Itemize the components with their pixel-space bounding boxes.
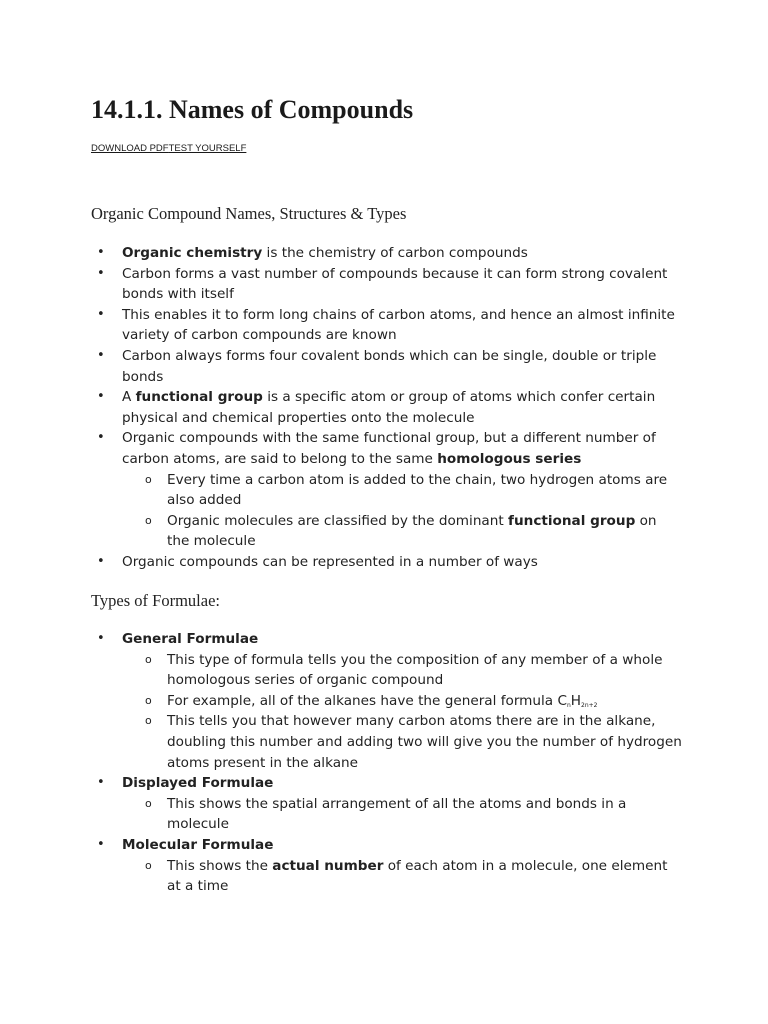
list-item-text: This tells you that however many carbon atoms there are in the alkane, doubling this number and adding two will give you the number of hydrogen atoms present in the alkane <box>167 713 682 771</box>
list-item <box>122 243 682 264</box>
term-organic-chemistry: Organic chemistry <box>122 245 263 261</box>
organic-compounds-list <box>122 243 682 573</box>
action-links <box>91 143 246 155</box>
term-molecular-formulae: Molecular Formulae <box>122 836 274 853</box>
list-item-text: of each atom in a molecule, one element at a time <box>167 857 668 895</box>
formula-hydrogen: H <box>570 692 581 709</box>
list-item-text: Carbon forms a vast number of compounds because it can form strong covalent bonds with itself <box>122 265 668 303</box>
list-item-text: on the molecule <box>167 512 657 550</box>
list-item-text: Organic molecules are classified by the dominant <box>167 512 509 529</box>
list-item-text: This shows the <box>167 857 273 874</box>
term-actual-number: actual number <box>272 857 384 874</box>
list-item <box>122 346 682 387</box>
list-item-text: Carbon always forms four covalent bonds which can be single, double or triple bonds <box>122 347 657 385</box>
sub-list-item <box>167 856 682 897</box>
section-heading-organic-compounds: Organic Compound Names, Structures & Types <box>91 204 407 223</box>
molecular-formulae-sublist <box>167 856 682 897</box>
section-heading-types-of-formulae: Types of Formulae: <box>91 591 220 610</box>
homologous-series-sublist <box>167 470 682 552</box>
general-formulae-sublist <box>167 650 682 774</box>
term-homologous-series: homologous series <box>437 450 582 467</box>
list-item-text: Organic compounds can be represented in a number of ways <box>122 553 538 570</box>
sub-list-item <box>167 470 682 511</box>
term-general-formulae: General Formulae <box>122 631 259 647</box>
list-item-text: Organic compounds with the same functional group, but a different number of carbon atoms, are said to belong to the same <box>122 430 656 467</box>
sub-list-item <box>167 650 682 691</box>
formula-subscript-n: n <box>566 701 571 709</box>
term-displayed-formulae: Displayed Formulae <box>122 775 274 792</box>
list-item <box>122 835 682 897</box>
list-item-text: This type of formula tells you the composition of any member of a whole homologous series of organic compound <box>167 651 663 689</box>
displayed-formulae-sublist <box>167 794 682 835</box>
term-functional-group: functional group <box>135 389 263 406</box>
list-item <box>122 552 682 573</box>
page-title: 14.1.1. Names of Compounds <box>91 95 414 124</box>
list-item-text: is a specific atom or group of atoms which confer certain physical and chemical properties onto the molecule <box>122 389 656 426</box>
list-item <box>122 428 682 552</box>
sub-list-item <box>167 511 682 552</box>
term-functional-group: functional group <box>508 512 636 529</box>
list-item <box>122 629 682 773</box>
sub-list-item <box>167 691 682 712</box>
sub-list-item <box>167 711 682 773</box>
sub-list-item <box>167 794 682 835</box>
test-yourself-link[interactable]: TEST YOURSELF <box>168 143 247 154</box>
formulae-types-list <box>122 629 682 897</box>
list-item <box>122 773 682 835</box>
list-item-text: Every time a carbon atom is added to the chain, two hydrogen atoms are also added <box>167 471 668 509</box>
list-item-text: This shows the spatial arrangement of all the atoms and bonds in a molecule <box>167 795 627 833</box>
list-item-text: A <box>122 389 136 406</box>
download-pdf-link[interactable]: DOWNLOAD PDF <box>91 143 169 154</box>
list-item-text: This enables it to form long chains of carbon atoms, and hence an almost infinite variety of carbon compounds are known <box>122 306 675 344</box>
list-item <box>122 305 682 346</box>
list-item <box>122 387 682 428</box>
list-item-text: For example, all of the alkanes have the general formula C <box>167 692 567 709</box>
list-item-text: is the chemistry of carbon compounds <box>262 245 528 261</box>
formula-subscript-2n2: 2n+2 <box>581 701 598 709</box>
list-item <box>122 264 682 305</box>
